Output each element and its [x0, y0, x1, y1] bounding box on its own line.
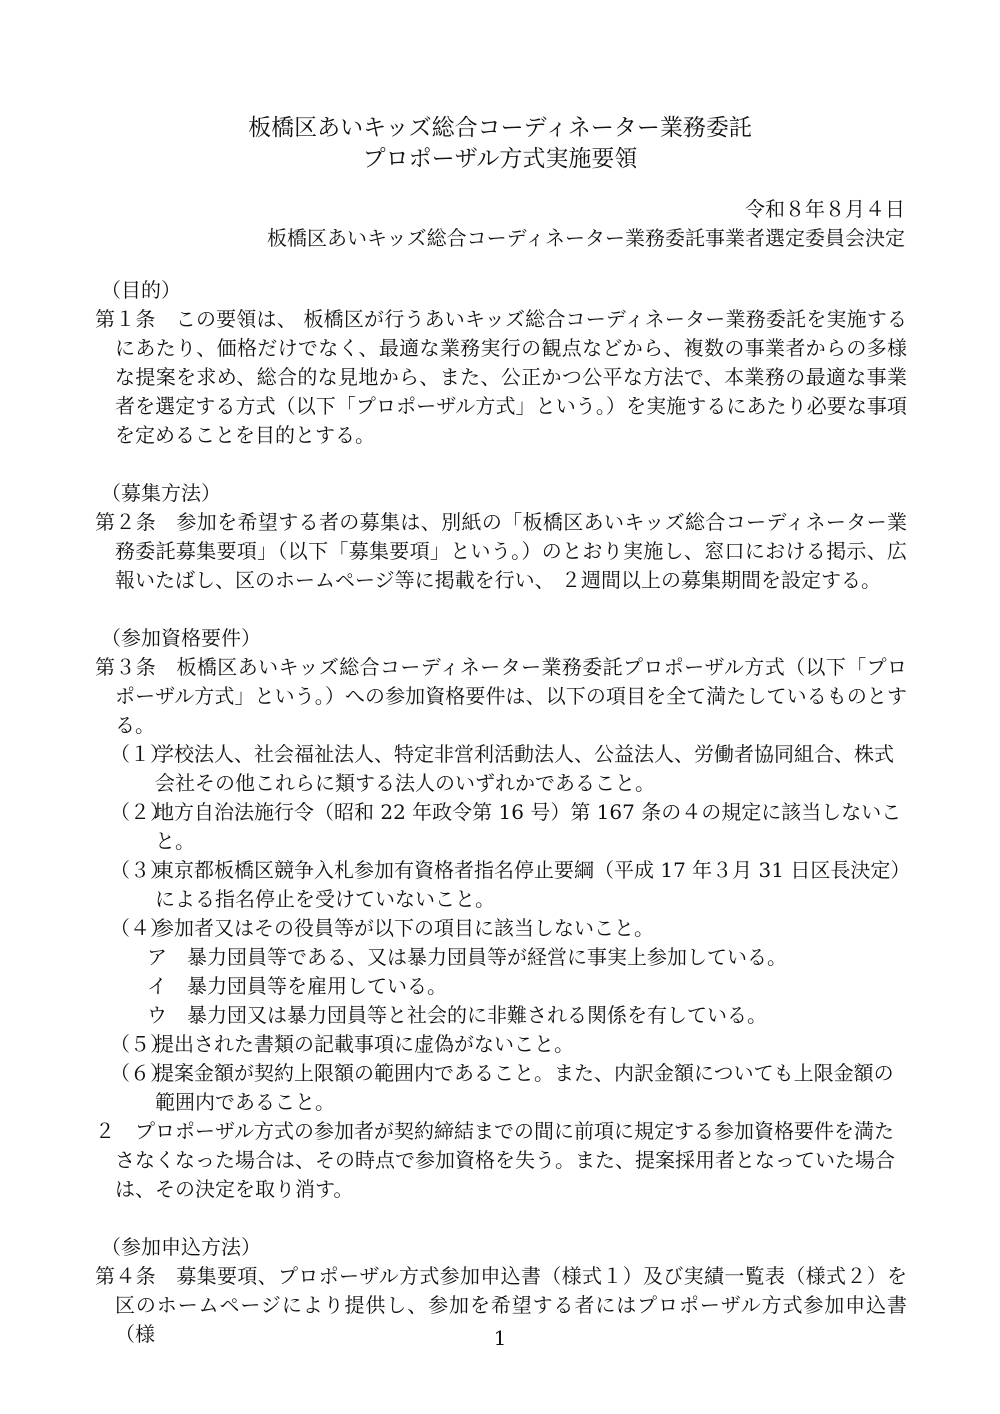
eligibility-item: （４）参加者又はその役員等が以下の項目に該当しないこと。: [110, 916, 654, 940]
article-4: 第４条 募集要項、プロポーザル方式参加申込書（様式１）及び実績一覧表（様式２）を区のホームページにより提供し、参加を希望する者にはプロポーザル方式参加申込書（様: [95, 1264, 907, 1346]
exclusion-subitem: ウ 暴力団又は暴力団員等と社会的に非難される関係を有している。: [147, 1003, 767, 1027]
document-subtitle: プロポーザル方式実施要領: [362, 146, 638, 172]
decision-date: 令和８年８月４日: [745, 197, 905, 221]
eligibility-item: （１）学校法人、社会福祉法人、特定非営利活動法人、公益法人、労働者協同組合、株式会社その他これらに類する法人のいずれかであること。: [110, 742, 894, 795]
exclusion-subitem: イ 暴力団員等を雇用している。: [147, 974, 447, 998]
eligibility-item: （３）東京都板橋区競争入札参加有資格者指名停止要綱（平成 17 年３月 31 日区長決定）による指名停止を受けていないこと。: [110, 858, 901, 911]
article-2: 第２条 参加を希望する者の募集は、別紙の「板橋区あいキッズ総合コーディネーター業務委託募集要項」（以下「募集要項」という。）のとおり実施し、窓口における掲示、広報いたばし、区のホームページ等に掲載を行い、 ２週間以上の募集期間を設定する。: [95, 510, 907, 592]
section-heading-application: （参加申込方法）: [101, 1235, 261, 1259]
article-3-paragraph-2: ２ プロポーザル方式の参加者が契約締結までの間に前項に規定する参加資格要件を満たさなくなった場合は、その時点で参加資格を失う。また、提案採用者となっていた場合は、その決定を取り消す。: [95, 1119, 895, 1201]
section-heading-recruitment: （募集方法）: [101, 481, 221, 505]
eligibility-item: （２）地方自治法施行令（昭和 22 年政令第 16 号）第 167 条の４の規定に該当しないこと。: [110, 800, 902, 853]
article-1: 第１条 この要領は、 板橋区が行うあいキッズ総合コーディネーター業務委託を実施するにあたり、価格だけでなく、最適な業務実行の観点などから、複数の事業者からの多様な提案を求め、総合的な見地から、また、公正かつ公平な方法で、本業務の最適な事業者を選定する方式（以下「プロポーザル方式」という。）を実施するにあたり必要な事項を定めることを目的とする。: [95, 307, 907, 447]
eligibility-item: （６）提案金額が契約上限額の範囲内であること。また、内訳金額についても上限金額の範囲内であること。: [110, 1061, 894, 1114]
document-title: 板橋区あいキッズ総合コーディネーター業務委託: [248, 115, 752, 141]
section-heading-purpose: （目的）: [101, 278, 181, 302]
page-number: 1: [493, 1326, 507, 1350]
exclusion-subitem: ア 暴力団員等である、又は暴力団員等が経営に事実上参加している。: [147, 945, 787, 969]
section-heading-eligibility: （参加資格要件）: [101, 626, 261, 650]
document-body: [95, 276, 907, 1349]
article-3: 第３条 板橋区あいキッズ総合コーディネーター業務委託プロポーザル方式（以下「プロポーザル方式」という。）への参加資格要件は、以下の項目を全て満たしているものとする。: [95, 655, 907, 737]
eligibility-item: （５）提出された書類の記載事項に虚偽がないこと。: [110, 1032, 574, 1056]
deciding-committee: 板橋区あいキッズ総合コーディネーター業務委託事業者選定委員会決定: [267, 226, 905, 250]
